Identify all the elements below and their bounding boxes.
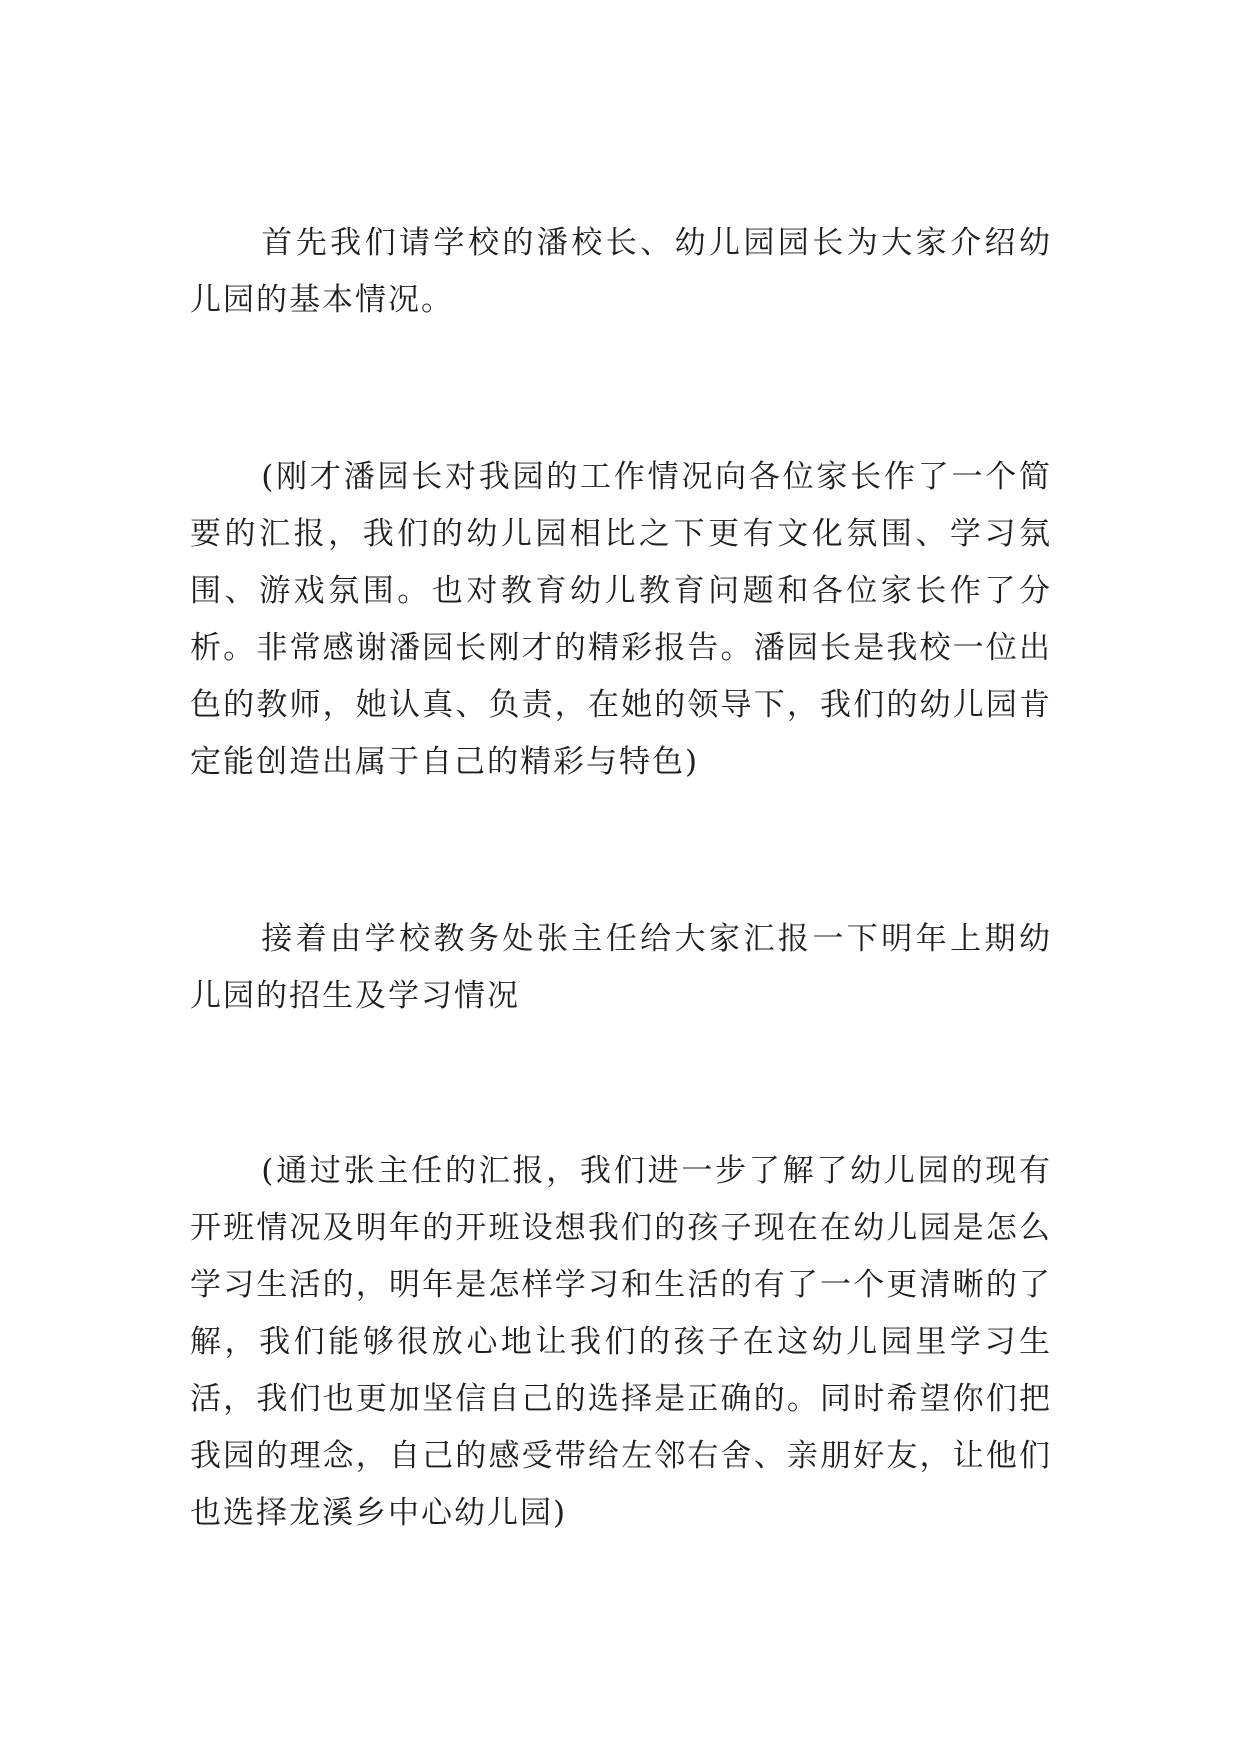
paragraph-zhang-introduction: 接着由学校教务处张主任给大家汇报一下明年上期幼儿园的招生及学习情况 bbox=[190, 921, 1052, 1014]
paragraph-pan-report-summary: (刚才潘园长对我园的工作情况向各位家长作了一个简要的汇报，我们的幼儿园相比之下更有文化氛围、学习氛围、游戏氛围。也对教育幼儿教育问题和各位家长作了分析。非常感谢潘园长刚才的精彩报告。潘园长是我校一位出色的教师，她认真、负责，在她的领导下，我们的幼儿园肯定能创造出属于自己的精彩与特色) bbox=[190, 459, 1052, 780]
paragraph-introduction: 首先我们请学校的潘校长、幼儿园园长为大家介绍幼儿园的基本情况。 bbox=[190, 225, 1052, 318]
paragraph-zhang-report-summary: (通过张主任的汇报，我们进一步了解了幼儿园的现有开班情况及明年的开班设想我们的孩子现在在幼儿园是怎么学习生活的，明年是怎样学习和生活的有了一个更清晰的了解，我们能够很放心地让我们的孩子在这幼儿园里学习生活，我们也更加坚信自己的选择是正确的。同时希望你们把我园的理念，自己的感受带给左邻右舍、亲朋好友，让他们也选择龙溪乡中心幼儿园) bbox=[190, 1153, 1052, 1531]
